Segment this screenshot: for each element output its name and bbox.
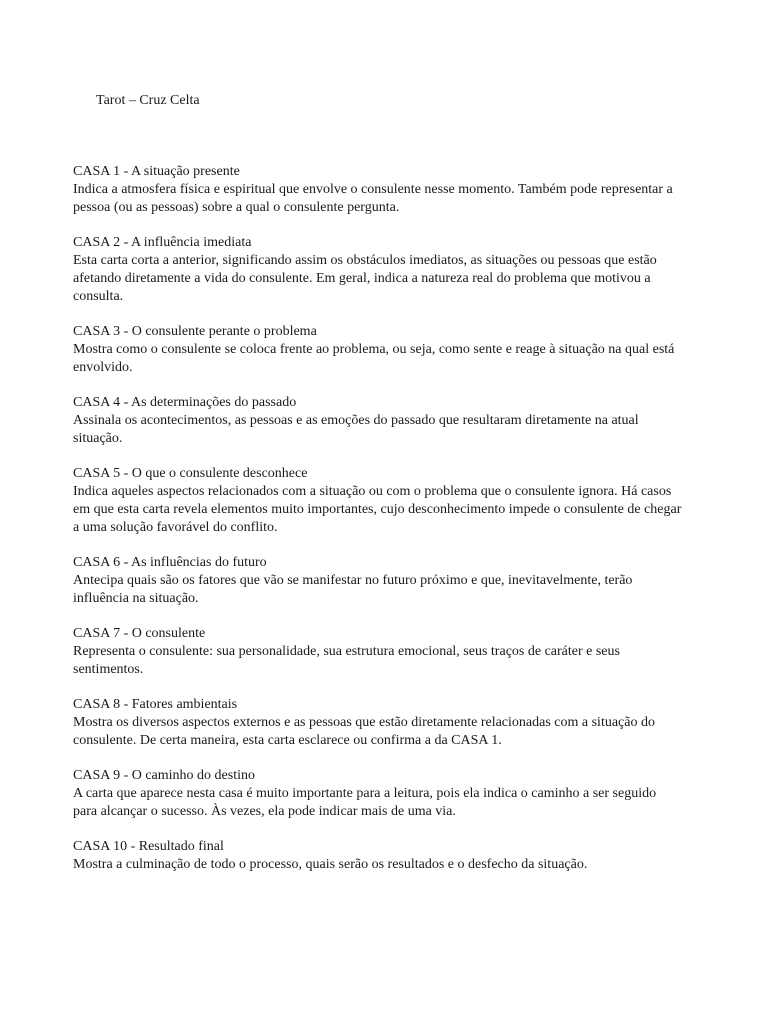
section-body: Mostra os diversos aspectos externos e as pessoas que estão diretamente relacionadas com a situação do consulente. De certa maneira, esta carta esclarece ou confirma a da CASA 1. [73,715,655,748]
sections-list [73,163,683,891]
section-casa-5 [73,465,683,537]
section-body: Indica aqueles aspectos relacionados com a situação ou com o problema que o consulente ignora. Há casos em que esta carta revela elementos muito importantes, cujo desconhecimento impede o consulente de chegar a uma solução favorável do conflito. [73,484,682,535]
section-body: A carta que aparece nesta casa é muito importante para a leitura, pois ela indica o caminho a ser seguido para alcançar o sucesso. Às vezes, ela pode indicar mais de uma via. [73,786,657,819]
section-casa-6 [73,554,683,608]
section-body: Esta carta corta a anterior, significando assim os obstáculos imediatos, as situações ou pessoas que estão afetando diretamente a vida do consulente. Em geral, indica a natureza real do problema que motivou a consulta. [73,253,657,304]
section-casa-3 [73,323,683,377]
section-body: Mostra a culminação de todo o processo, quais serão os resultados e o desfecho da situação. [73,857,588,872]
section-body: Antecipa quais são os fatores que vão se manifestar no futuro próximo e que, inevitavelmente, terão influência na situação. [73,573,633,606]
section-body: Mostra como o consulente se coloca frente ao problema, ou seja, como sente e reage à situação na qual está envolvido. [73,342,675,375]
section-casa-10 [73,838,683,874]
section-casa-7 [73,625,683,679]
section-body: Representa o consulente: sua personalidade, sua estrutura emocional, seus traços de caráter e seus sentimentos. [73,644,620,677]
section-heading: CASA 2 - A influência imediata [73,235,252,250]
section-heading: CASA 4 - As determinações do passado [73,395,297,410]
section-casa-9 [73,767,683,821]
section-casa-2 [73,234,683,306]
section-body: Assinala os acontecimentos, as pessoas e as emoções do passado que resultaram diretamente na atual situação. [73,413,639,446]
section-heading: CASA 9 - O caminho do destino [73,768,255,783]
section-casa-4 [73,394,683,448]
section-heading: CASA 3 - O consulente perante o problema [73,324,317,339]
section-heading: CASA 1 - A situação presente [73,164,240,179]
section-casa-1 [73,163,683,217]
section-heading: CASA 8 - Fatores ambientais [73,697,238,712]
section-body: Indica a atmosfera física e espiritual que envolve o consulente nesse momento. Também pode representar a pessoa (ou as pessoas) sobre a qual o consulente pergunta. [73,182,673,215]
section-heading: CASA 10 - Resultado final [73,839,224,854]
document-title: Tarot – Cruz Celta [96,93,200,108]
section-heading: CASA 7 - O consulente [73,626,206,641]
section-heading: CASA 5 - O que o consulente desconhece [73,466,308,481]
section-heading: CASA 6 - As influências do futuro [73,555,267,570]
section-casa-8 [73,696,683,750]
